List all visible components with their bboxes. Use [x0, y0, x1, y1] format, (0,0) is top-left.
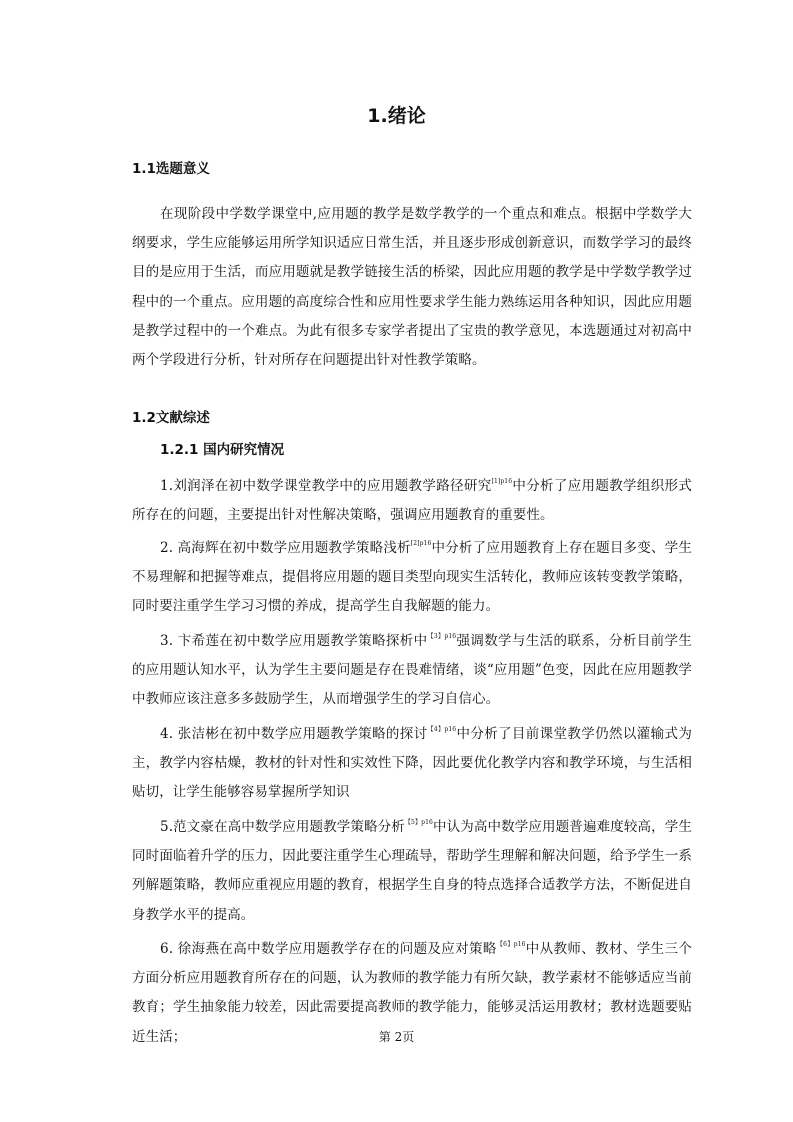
literature-item-text: 3. 卞希莲在初中数学应用题教学策略探析中 — [160, 633, 428, 649]
literature-item — [132, 627, 692, 715]
literature-item-text: 5.范文豪在高中数学应用题教学策略分析 — [160, 819, 405, 835]
literature-item-text: 6. 徐海燕在高中数学应用题教学存在的问题及应对策略 — [160, 941, 497, 957]
literature-item-text: 2. 高海辉在初中数学应用题教学策略浅析 — [160, 540, 411, 556]
literature-item-text: 强调数学与生活的联系，分析目前学生的应用题认知水平，认为学生主要问题是存在畏难情绪，谈“应用题”色变，因此在应用题教学中教师应该注意多多鼓励学生，从而增强学生的学习自信心。 — [132, 633, 692, 708]
citation-mark: 【6】p16 — [496, 941, 526, 948]
subsection-heading-1-2-1: 1.2.1 国内研究情况 — [160, 442, 285, 458]
literature-item-text: 中从教师、教材、学生三个方面分析应用题教育所存在的问题，认为教师的教学能力有所欠缺，教学素材不能够适应当前教育；学生抽象能力较差，因此需要提高教师的教学能力，能够灵活运用教材；教材选题要贴近生活； — [132, 941, 692, 1045]
literature-item — [132, 813, 692, 930]
citation-mark: [1]p16 — [491, 478, 513, 485]
literature-item-text: 4. 张洁彬在初中数学应用题教学策略的探讨 — [160, 726, 428, 742]
literature-item — [132, 472, 692, 530]
literature-item-text: 中分析了应用题教育上存在题目多变、学生不易理解和把握等难点，提倡将应用题的题目类型向现实生活转化，教师应该转变教学策略，同时要注重学生学习习惯的养成，提高学生自我解题的能力。 — [132, 540, 693, 615]
literature-item — [132, 534, 692, 622]
chapter-title: 1.绪论 — [367, 105, 426, 127]
literature-item-text: 中认为高中数学应用题普遍难度较高，学生同时面临着升学的压力，因此要注重学生心理疏导，帮助学生理解和解决问题，给予学生一系列解题策略，教师应重视应用题的教育，根据学生自身的特点选择合适教学方法，不断促进自身教学水平的提高。 — [132, 819, 692, 923]
citation-mark: 【5】p16 — [404, 819, 433, 826]
page-number: 第 2页 — [378, 1030, 415, 1044]
section-heading-1-2: 1.2文献综述 — [132, 410, 210, 426]
citation-mark: [2]p16 — [410, 540, 432, 547]
citation-mark: 【4】p16 — [427, 726, 457, 733]
citation-mark: 【3】p16 — [427, 633, 457, 640]
literature-item-text: 中分析了目前课堂教学仍然以灌输式为主，教学内容枯燥，教材的针对性和实效性下降，因此要优化教学内容和教学环境，与生活相贴切，让学生能够容易掌握所学知识 — [132, 726, 692, 801]
literature-item-text: 中分析了应用题教学组织形式所存在的问题，主要提出针对性解决策略，强调应用题教育的重要性。 — [132, 478, 692, 524]
literature-item — [132, 720, 692, 808]
section-heading-1-1: 1.1选题意义 — [132, 161, 210, 177]
section-1-1-paragraph: 在现阶段中学数学课堂中,应用题的教学是数学教学的一个重点和难点。根据中学数学大纲要求，学生应能够运用所学知识适应日常生活，并且逐步形成创新意识，而数学学习的最终目的是应用于生活，而应用题就是教学链接生活的桥梁，因此应用题的教学是中学数学教学过程中的一个重点。应用题的高度综合性和应用性要求学生能力熟练运用各种知识，因此应用题是教学过程中的一个难点。为此有很多专家学者提出了宝贵的教学意见，本选题通过对初高中两个学段进行分析，针对所存在问题提出针对性教学策略。 — [132, 206, 692, 369]
literature-item-text: 1.刘润泽在初中数学课堂教学中的应用题教学路径研究 — [160, 478, 492, 494]
